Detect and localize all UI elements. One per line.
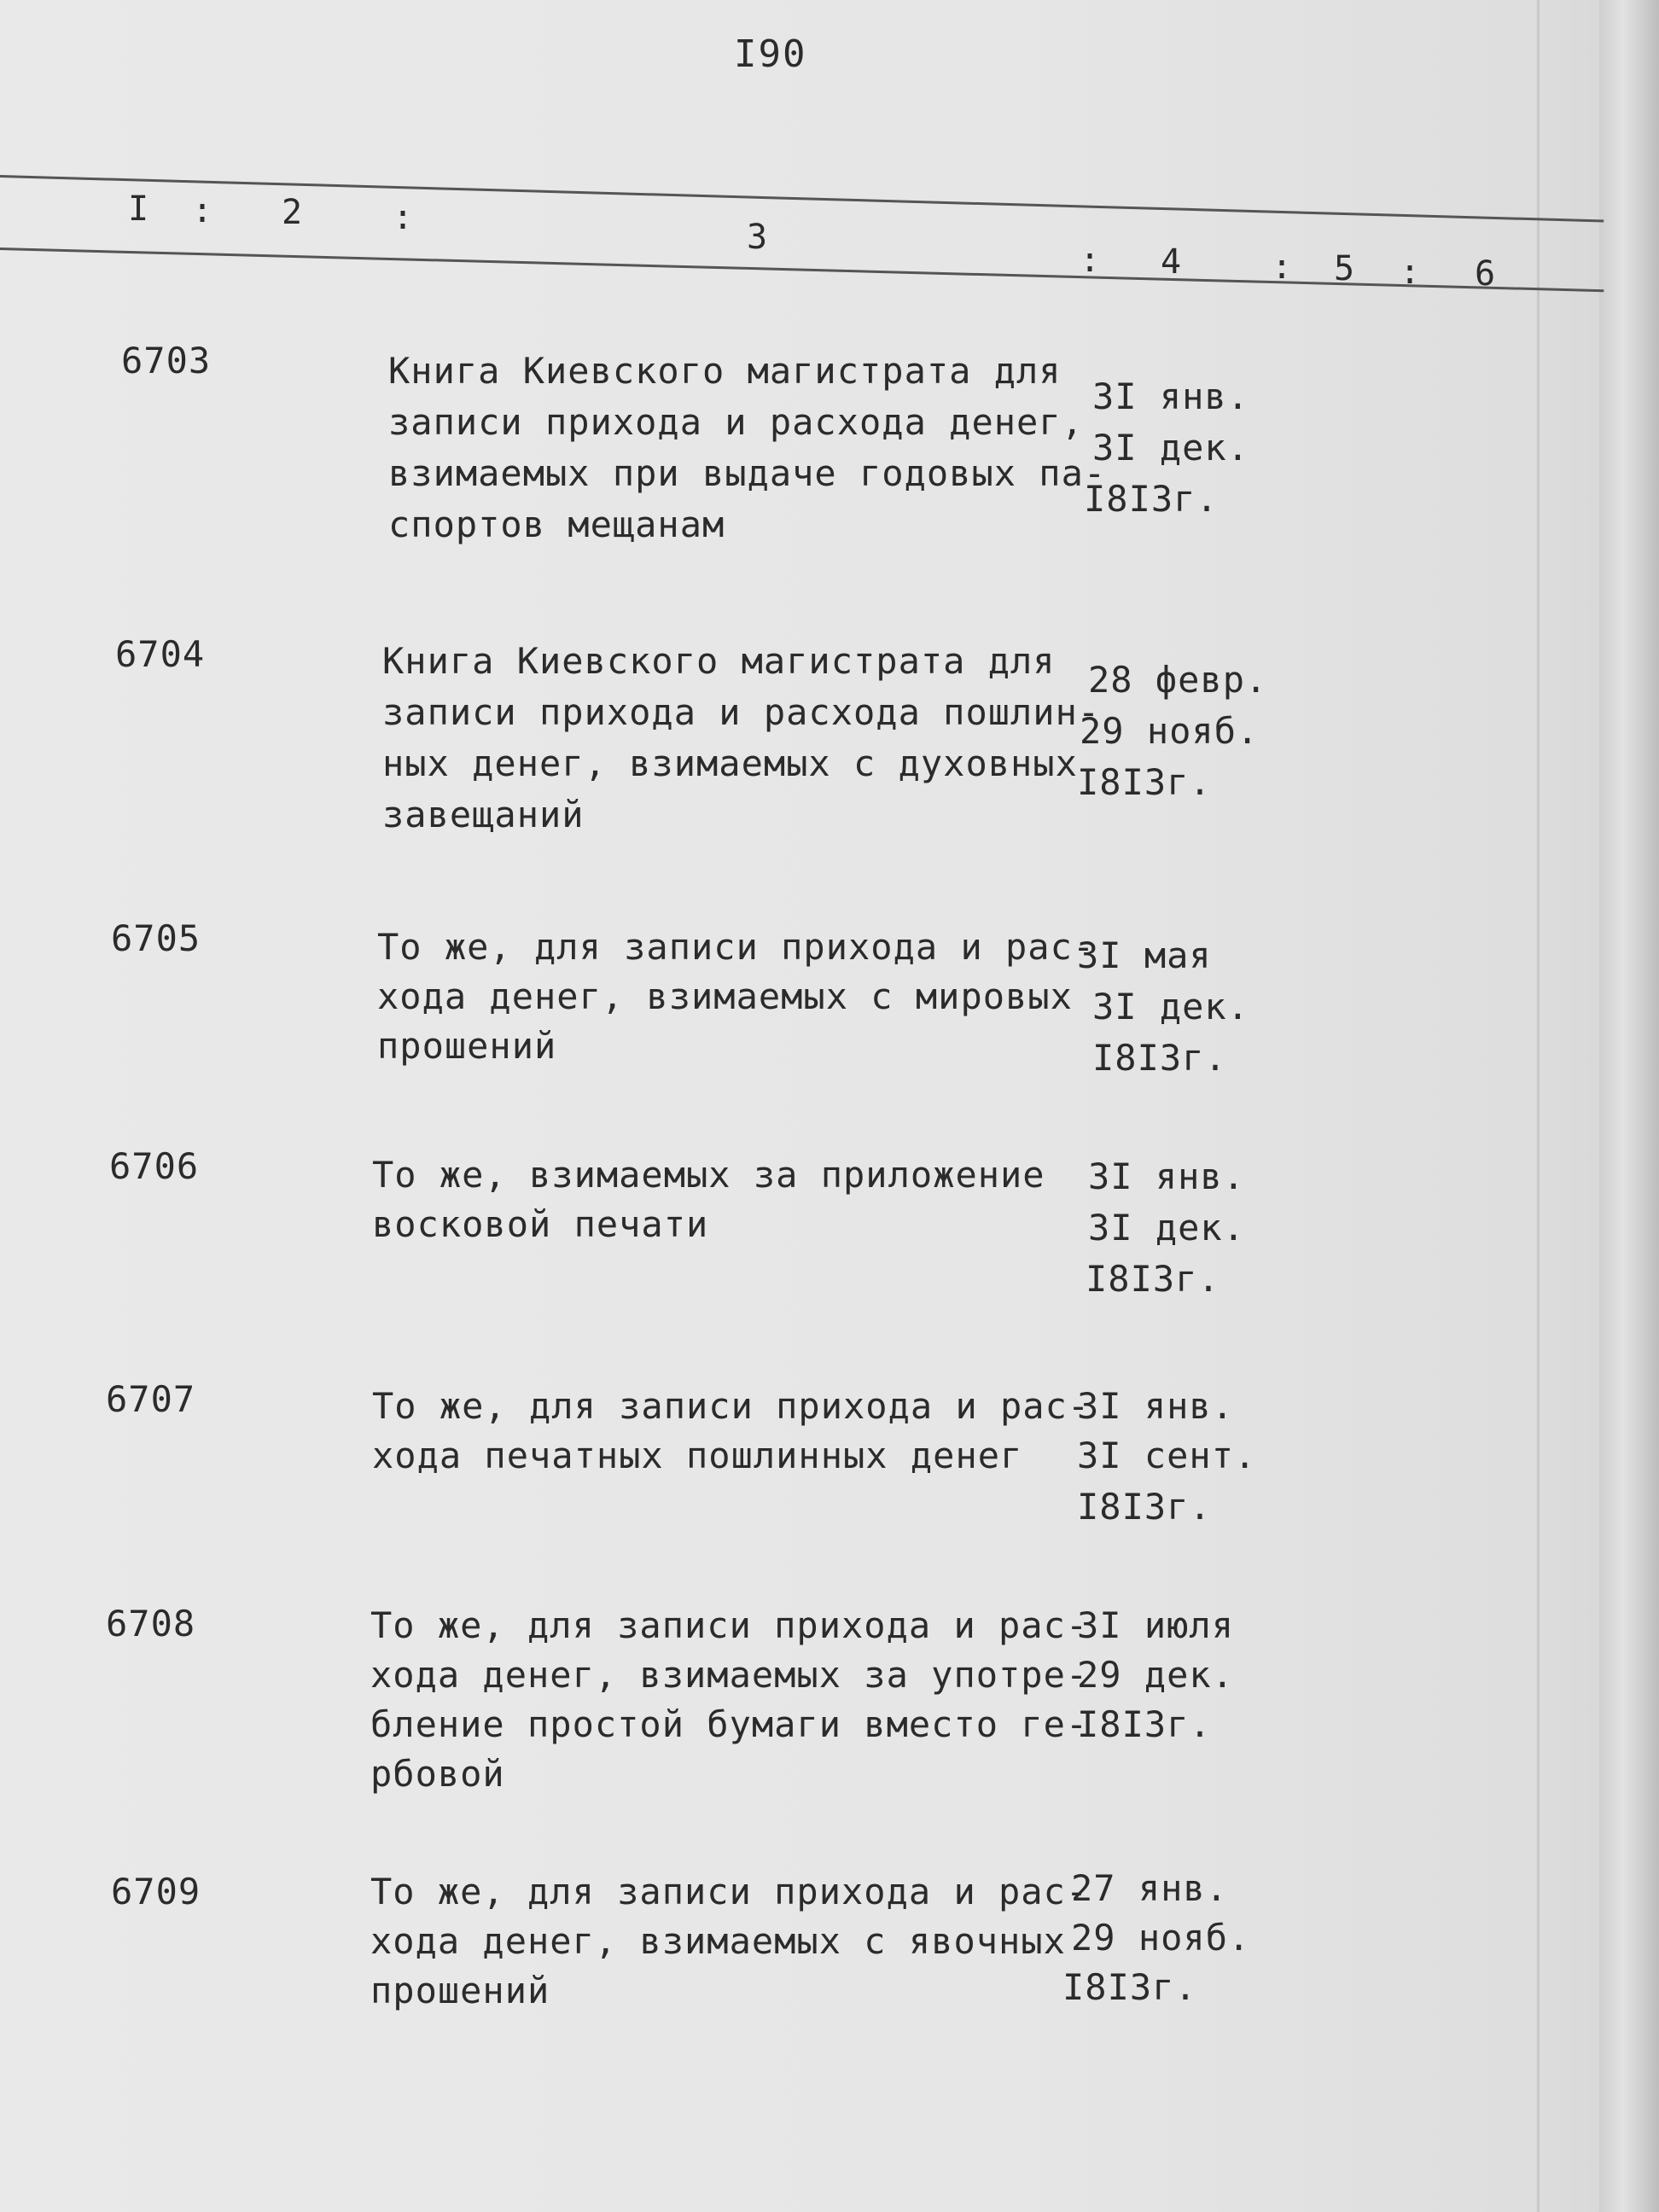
entry-description-line: прошений (377, 1025, 557, 1067)
entry-number: 6703 (121, 340, 212, 381)
column-header-4: 4 (1161, 242, 1182, 282)
entry-description-line: ных денег, взимаемых с духовных (382, 742, 1078, 784)
column-header-3: 3 (747, 218, 768, 257)
table-header-top-rule (0, 175, 1604, 222)
page-number: I90 (734, 32, 807, 76)
entry-description-line: завещаний (382, 794, 585, 835)
entry-number: 6706 (109, 1145, 200, 1187)
entry-description-line: прошений (370, 1970, 550, 2011)
entry-description-line: спортов мещанам (388, 504, 725, 545)
entry-description-line: То же, для записи прихода и рас- (370, 1871, 1089, 1912)
entry-start-date: 3I июля (1077, 1604, 1235, 1646)
page-edge (1599, 0, 1659, 2212)
inventory-entry (0, 917, 1659, 1079)
entry-number: 6708 (106, 1603, 196, 1644)
column-separator: : (1400, 253, 1421, 292)
column-header-2: 2 (282, 193, 303, 232)
entry-description-line: То же, для записи прихода и рас- (377, 926, 1096, 968)
entry-start-date: 28 февр. (1088, 659, 1268, 701)
entry-year: I8I3г. (1077, 1486, 1212, 1528)
entry-description-line: То же, взимаемых за приложение (372, 1154, 1045, 1196)
entry-start-date: 3I мая (1077, 934, 1212, 976)
entry-description-line: записи прихода и расхода денег, (388, 401, 1084, 443)
entry-description-line: Книга Киевского магистрата для (388, 350, 1062, 392)
entry-description-line: То же, для записи прихода и рас- (372, 1385, 1091, 1427)
entry-year: I8I3г. (1062, 1966, 1197, 2008)
entry-start-date: 3I янв. (1092, 375, 1250, 417)
entry-description-line: хода денег, взимаемых с явочных (370, 1920, 1066, 1962)
column-separator: : (192, 191, 213, 230)
entry-description-line: хода денег, взимаемых за употре- (370, 1654, 1089, 1696)
entry-year: I8I3г. (1092, 1037, 1227, 1079)
entry-description-line: записи прихода и расхода пошлин- (382, 691, 1101, 733)
entry-year: I8I3г. (1086, 1258, 1220, 1300)
entry-start-date: 3I янв. (1088, 1155, 1246, 1197)
inventory-entry (0, 633, 1659, 835)
entry-description-line: восковой печати (372, 1203, 709, 1245)
entry-end-date: 29 нояб. (1080, 710, 1260, 752)
column-separator: : (1080, 241, 1101, 280)
entry-number: 6705 (111, 917, 201, 959)
column-separator: : (1272, 247, 1293, 287)
entry-description-line: рбовой (370, 1753, 505, 1795)
entry-description-line: бление простой бумаги вместо ге- (370, 1703, 1089, 1745)
column-header-5: 5 (1334, 249, 1355, 288)
entry-year: I8I3г. (1077, 1703, 1212, 1745)
entry-year: I8I3г. (1077, 761, 1212, 803)
inventory-entry (0, 1145, 1659, 1300)
entry-number: 6709 (111, 1871, 201, 1912)
inventory-entry (0, 1603, 1659, 1795)
entry-description-line: взимаемых при выдаче годовых па- (388, 452, 1107, 494)
entry-end-date: 3I дек. (1088, 1207, 1246, 1249)
entry-end-date: 29 дек. (1077, 1654, 1235, 1696)
entry-year: I8I3г. (1084, 478, 1219, 520)
column-header-6: 6 (1475, 254, 1496, 294)
column-separator: : (393, 198, 414, 237)
entry-start-date: 3I янв. (1077, 1385, 1235, 1427)
page-fold-shadow (1537, 0, 1540, 2212)
entry-number: 6704 (115, 633, 206, 675)
column-header-1: I (128, 189, 149, 229)
entry-number: 6707 (106, 1378, 196, 1420)
entry-end-date: 3I дек. (1092, 427, 1250, 469)
entry-description-line: Книга Киевского магистрата для (382, 640, 1056, 682)
inventory-entry (0, 1378, 1659, 1528)
table-header-bottom-rule (0, 247, 1604, 292)
inventory-entry (0, 340, 1659, 545)
entry-description-line: То же, для записи прихода и рас- (370, 1604, 1089, 1646)
entry-start-date: 27 янв. (1071, 1867, 1229, 1909)
entry-description-line: хода печатных пошлинных денег (372, 1435, 1023, 1476)
entry-description-line: хода денег, взимаемых с мировых (377, 975, 1073, 1017)
entry-end-date: 29 нояб. (1071, 1917, 1251, 1959)
entry-end-date: 3I дек. (1092, 986, 1250, 1027)
entry-end-date: 3I сент. (1077, 1435, 1257, 1476)
